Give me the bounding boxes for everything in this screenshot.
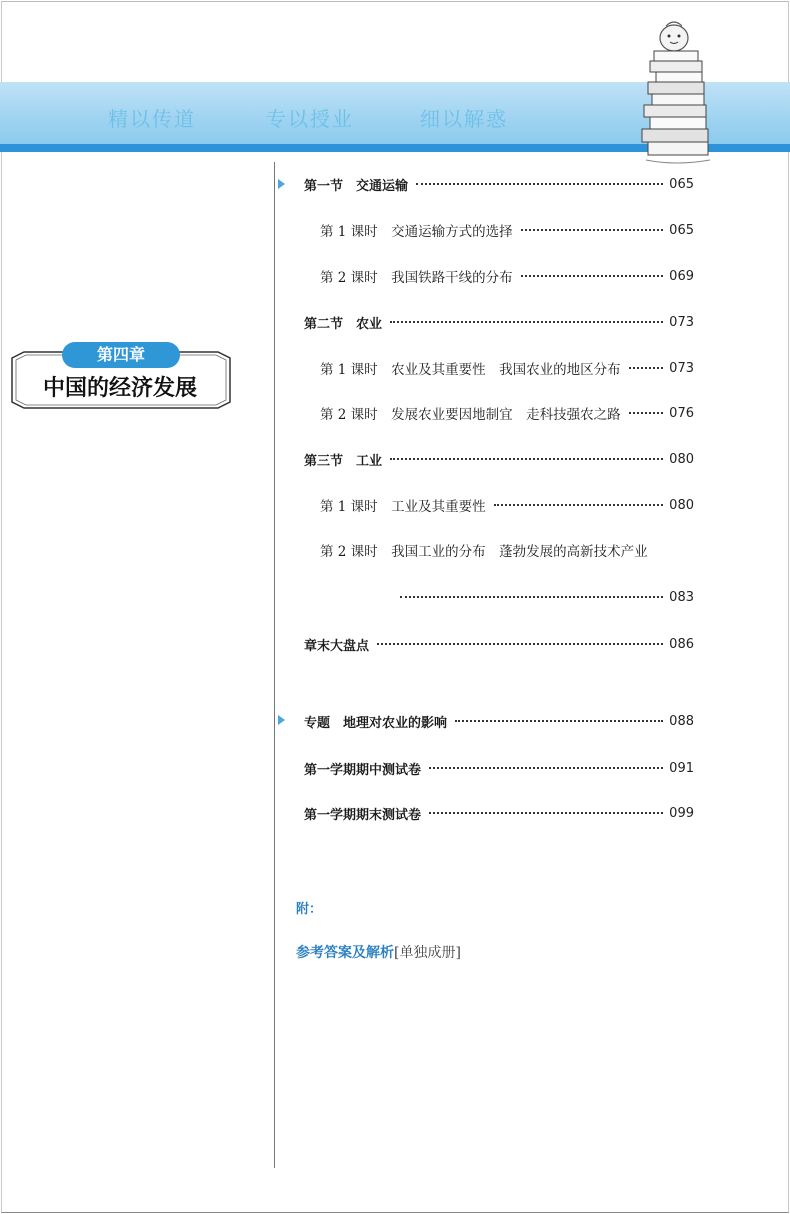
slogan-1: 精以传道 bbox=[108, 107, 196, 131]
toc-entry-lesson[interactable]: 第 2 课时 发展农业要因地制宜 走科技强农之路 076 bbox=[320, 405, 694, 423]
chapter-tab: 第四章 bbox=[62, 342, 180, 368]
answer-key-label: 参考答案及解析 bbox=[296, 945, 394, 961]
page-number: 088 bbox=[669, 713, 694, 729]
toc-entry-lesson[interactable]: 第 2 课时 我国工业的分布 蓬勃发展的高新技术产业 bbox=[320, 544, 648, 560]
toc-entry-lesson[interactable]: 第 1 课时 交通运输方式的选择 065 bbox=[320, 222, 694, 240]
toc-entry-final-test[interactable]: 第一学期期末测试卷 099 bbox=[304, 805, 694, 823]
slogan-3: 细以解惑 bbox=[420, 107, 508, 131]
section-marker-icon bbox=[278, 715, 285, 725]
toc-entry-lesson[interactable]: 第 2 课时 我国铁路干线的分布 069 bbox=[320, 268, 694, 286]
page-number: 065 bbox=[669, 222, 694, 238]
page-number: 073 bbox=[669, 360, 694, 376]
toc-entry-lesson[interactable]: 第 1 课时 农业及其重要性 我国农业的地区分布 073 bbox=[320, 360, 694, 378]
section-marker-icon bbox=[278, 179, 285, 189]
toc-entry-section-3[interactable]: 第三节 工业 080 bbox=[304, 451, 694, 469]
column-divider bbox=[274, 162, 275, 1168]
slogan-2: 专以授业 bbox=[266, 107, 354, 131]
toc-entry-continuation[interactable] bbox=[400, 585, 694, 609]
answer-key-note bbox=[296, 942, 461, 962]
toc-entry-lesson[interactable]: 第 1 课时 工业及其重要性 080 bbox=[320, 497, 694, 515]
page-number: 099 bbox=[669, 805, 694, 821]
toc-entry-midterm-test[interactable]: 第一学期期中测试卷 091 bbox=[304, 760, 694, 778]
page-number: 065 bbox=[669, 176, 694, 192]
book-stack-illustration bbox=[626, 20, 726, 170]
page-number: 076 bbox=[669, 405, 694, 421]
page-number: 080 bbox=[669, 451, 694, 467]
page-number: 083 bbox=[669, 589, 694, 605]
toc-entry-chapter-review[interactable]: 章末大盘点 086 bbox=[304, 636, 694, 654]
answer-key-separate-note: [单独成册] bbox=[394, 945, 461, 961]
toc-entry-section-1[interactable]: 第一节 交通运输 065 bbox=[304, 176, 694, 194]
page-number: 069 bbox=[669, 268, 694, 284]
page-number: 091 bbox=[669, 760, 694, 776]
page-number: 073 bbox=[669, 314, 694, 330]
page-number: 080 bbox=[669, 497, 694, 513]
appendix-label: 附： bbox=[296, 902, 323, 917]
toc-entry-special-topic[interactable]: 专题 地理对农业的影响 088 bbox=[304, 713, 694, 731]
page-number: 086 bbox=[669, 636, 694, 652]
chapter-title: 中国的经济发展 bbox=[42, 375, 197, 401]
toc-entry-section-2[interactable]: 第二节 农业 073 bbox=[304, 314, 694, 332]
